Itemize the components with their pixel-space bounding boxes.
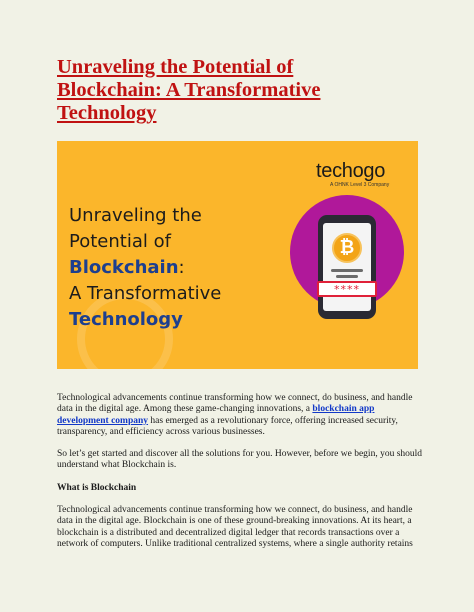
headline-line-1: Unraveling the: [69, 205, 202, 226]
brand-logo: [316, 160, 404, 190]
article-body: [57, 393, 427, 550]
logo-wordmark: techogo: [316, 160, 386, 182]
paragraph-intro: [57, 393, 427, 438]
title-line-3: Technology: [57, 102, 157, 124]
smartphone-icon: [318, 215, 376, 319]
section-heading: What is Blockchain: [57, 482, 137, 493]
headline-line-4: A Transformative: [69, 283, 222, 304]
paragraph-transition: So let’s get started and discover all the solutions for you. However, before we begin, you should understand what Blockchain is.: [57, 449, 423, 471]
screen-line: [331, 269, 363, 272]
document-title: [57, 56, 417, 125]
banner-headline: [69, 203, 279, 333]
hero-banner-image: [57, 141, 418, 369]
blockchain-app-development-link[interactable]: blockchain app development company: [57, 404, 375, 426]
title-line-2: Blockchain: A Transformative: [57, 79, 321, 101]
headline-technology: Technology: [69, 309, 183, 330]
password-field-icon: ****: [317, 281, 377, 297]
phone-screen: [323, 223, 371, 311]
intro-text-after-link: has emerged as a revolutionary force, offering increased security, transparency, and efficiency across various businesses.: [57, 415, 398, 437]
headline-colon: :: [178, 257, 185, 278]
bitcoin-coin-icon: ₿: [332, 233, 362, 263]
paragraph-definition: Technological advancements continue transforming how we connect, do business, and handle data in the digital age. Blockchain is one of these ground-breaking innovations. At its heart, a blockchain is a distributed and decentralized digital ledger that records transactions over a network of computers. Unlike traditional centralized systems, where a single authority retains: [57, 505, 413, 549]
title-line-1: Unraveling the Potential of: [57, 56, 294, 78]
logo-tagline: A OHNK Level 3 Company: [330, 182, 390, 188]
headline-line-3: [69, 255, 279, 281]
intro-text-before-link: Technological advancements continue transforming how we connect, do business, and handle data in the digital age. Among these game-changing innovations, a: [57, 393, 413, 415]
headline-line-2: Potential of: [69, 231, 171, 252]
headline-blockchain: Blockchain: [69, 257, 179, 278]
screen-line: [336, 275, 358, 278]
